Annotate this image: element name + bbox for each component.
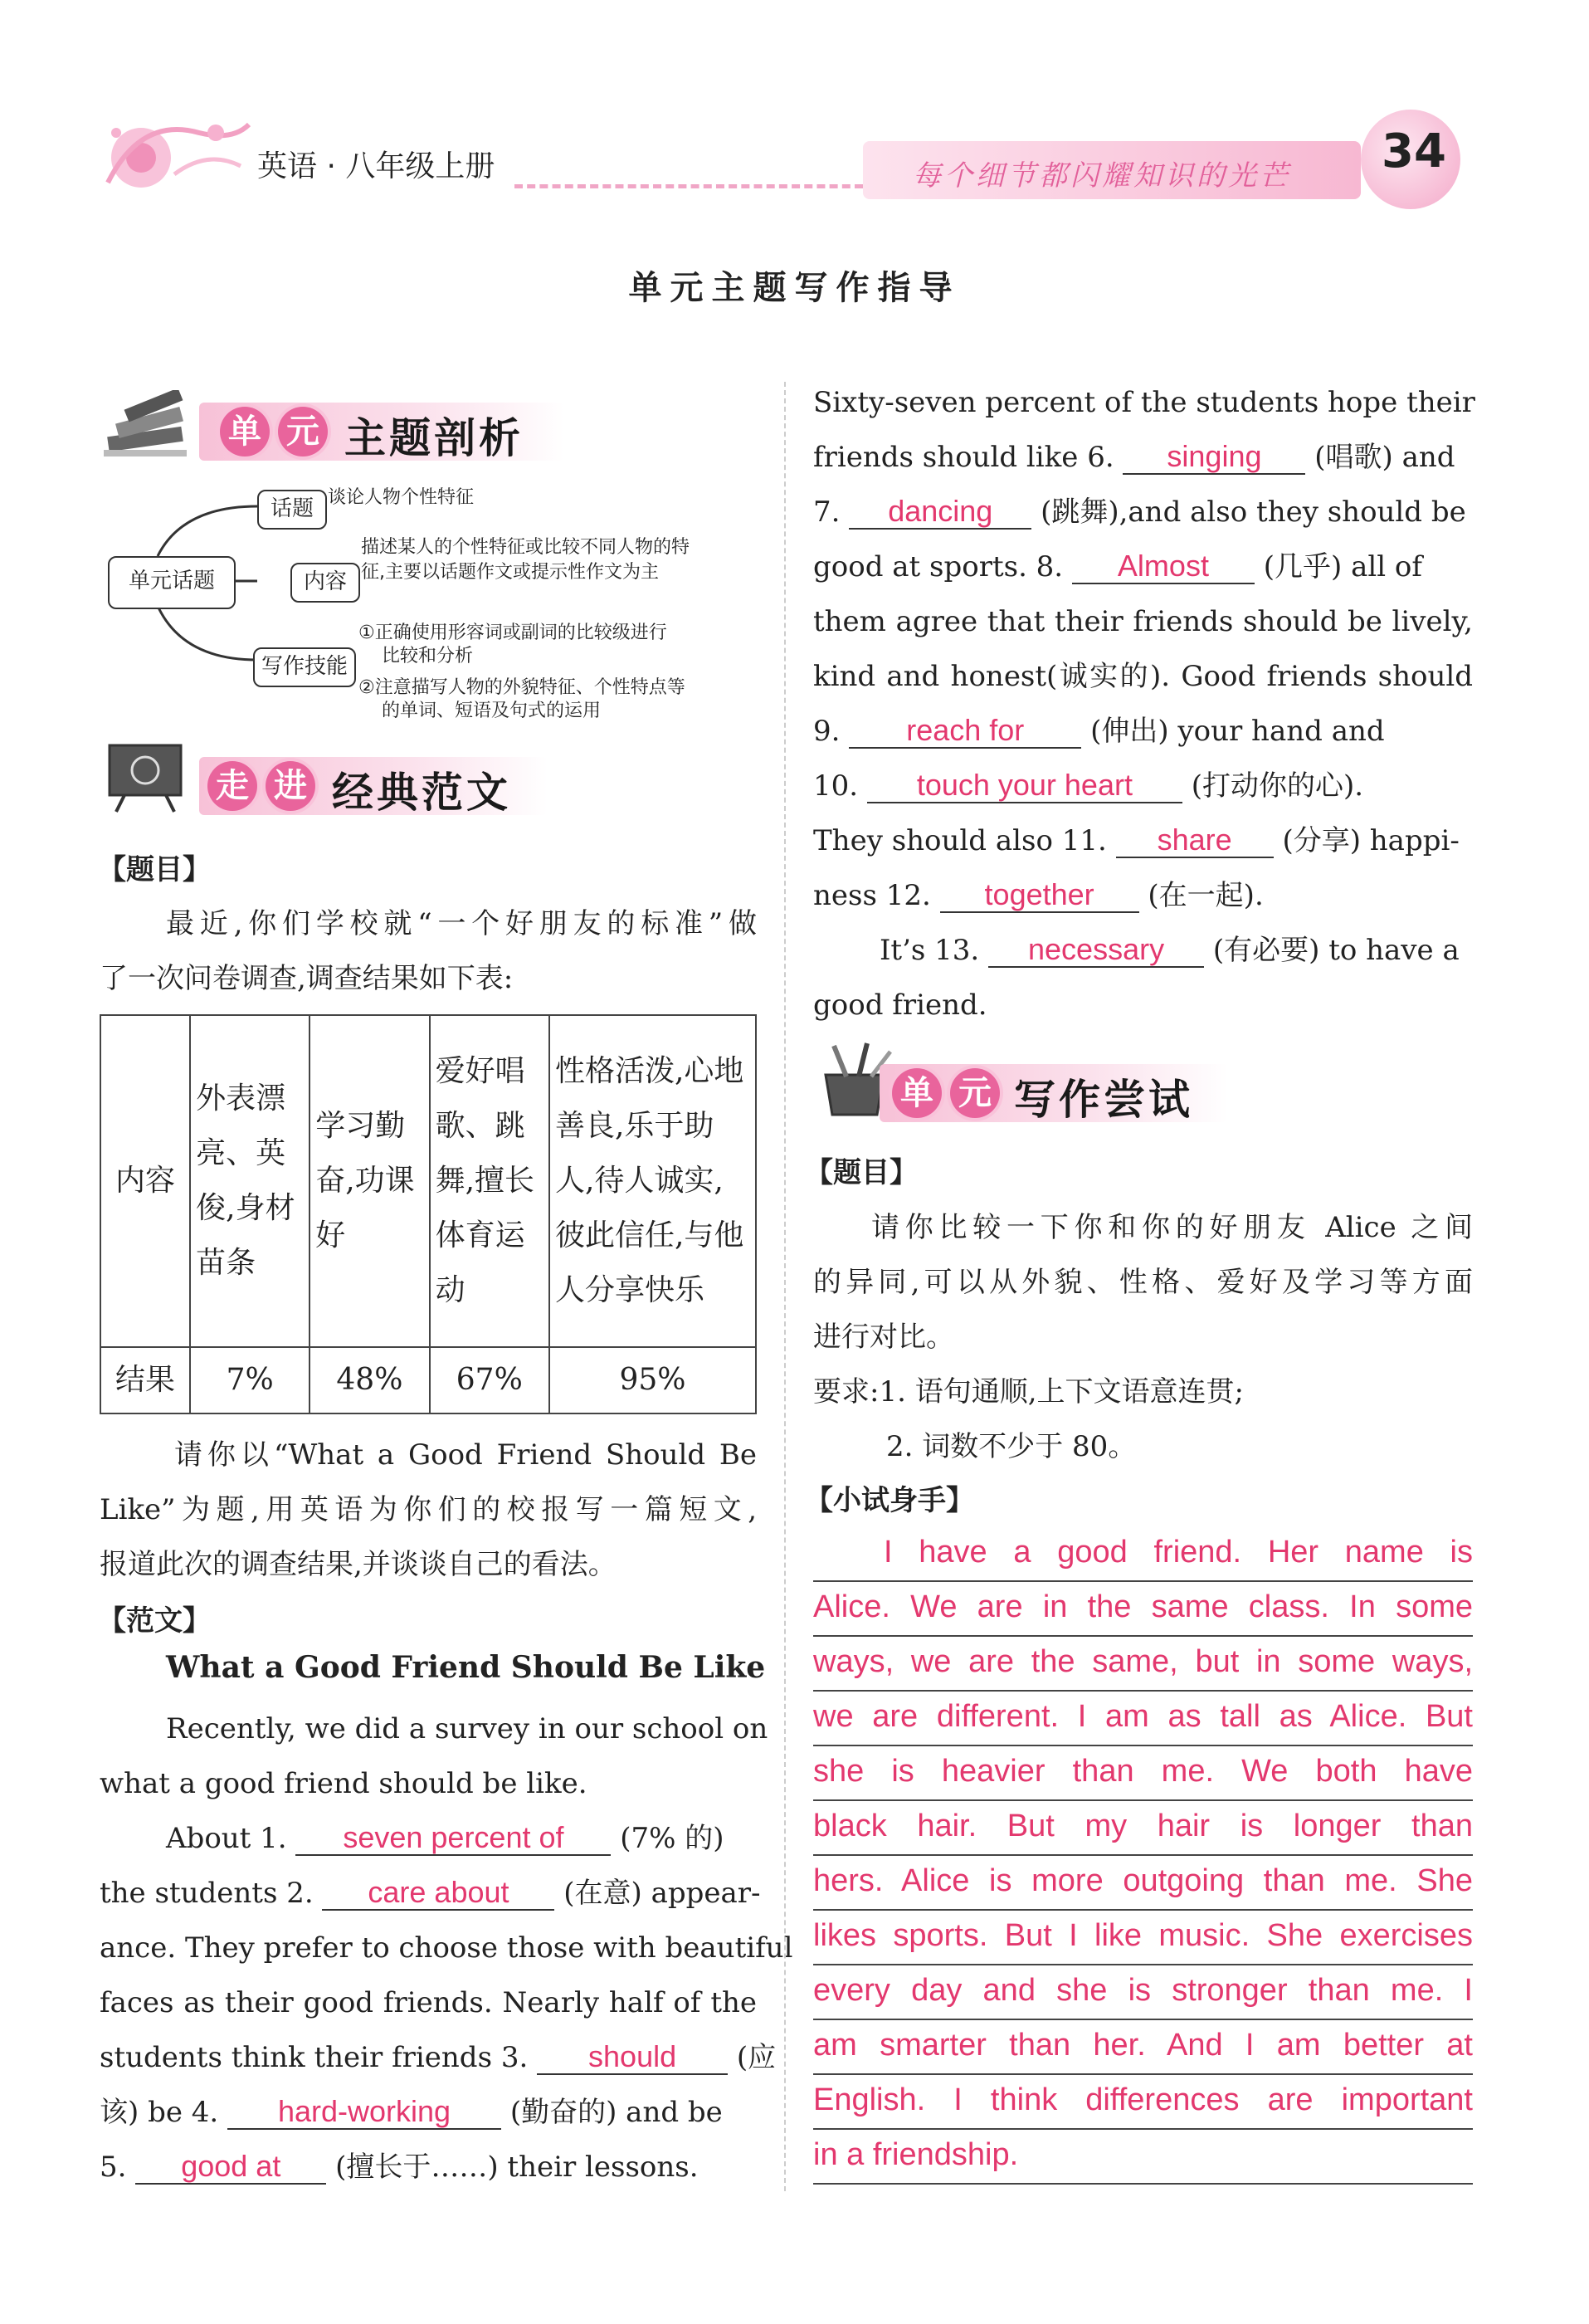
- answer-blank-10: touch your heart: [867, 769, 1182, 803]
- essay-line: them agree that their friends should be lively,: [813, 605, 1473, 638]
- essay-line: the students 2. care about (在意) appear-: [100, 1875, 761, 1910]
- column-divider: [784, 382, 786, 2191]
- page-number: 34: [1382, 124, 1446, 178]
- section-char-2: 元: [278, 407, 328, 456]
- mindmap-topic-box: 话题: [257, 490, 327, 530]
- writing-line: Alice. We are in the same class. In some: [813, 1580, 1473, 1637]
- try-line-3: 进行对比。: [813, 1321, 954, 1354]
- answer-blank-1: seven percent of: [295, 1821, 611, 1856]
- books-icon: [100, 390, 191, 465]
- essay-line: good at sports. 8. Almost (几乎) all of: [813, 549, 1422, 583]
- mindmap-content-text-1: 描述某人的个性特征或比较不同人物的特: [361, 537, 690, 558]
- header-divider: [514, 184, 863, 188]
- essay-line: About 1. seven percent of (7% 的): [166, 1820, 724, 1855]
- mindmap-skill-text-3: ②注意描写人物的外貌特征、个性特点等: [358, 677, 685, 698]
- section-char-2: 进: [266, 761, 315, 811]
- model-heading: 【范文】: [98, 1604, 211, 1638]
- answer-blank-5: good at: [135, 2150, 326, 2185]
- writing-line: every day and she is stronger than me. I: [813, 1964, 1473, 2020]
- section-char-2: 元: [950, 1068, 1000, 1118]
- essay-line: 7. dancing (跳舞),and also they should be: [813, 494, 1466, 529]
- writing-line: she is heavier than me. We both have: [813, 1745, 1473, 1801]
- task-line-2: Like”为题,用英语为你们的校报写一篇短文,: [100, 1493, 757, 1526]
- survey-row-label: 结果: [100, 1347, 190, 1413]
- essay-title: What a Good Friend Should Be Like: [166, 1650, 766, 1685]
- mindmap-content-box: 内容: [290, 563, 360, 603]
- requirement-line-2: 2. 词数不少于 80。: [886, 1430, 1137, 1463]
- essay-line: students think their friends 3. should (应: [100, 2039, 777, 2074]
- task-line-3: 报道此次的调查结果,并谈谈自己的看法。: [100, 1548, 617, 1581]
- survey-cell: 学习勤奋,功课好: [310, 1015, 429, 1347]
- answer-blank-8: Almost: [1072, 549, 1255, 584]
- survey-result: 67%: [430, 1347, 549, 1413]
- section-title-model: 经典范文: [332, 769, 511, 817]
- answer-blank-9: reach for: [849, 714, 1081, 749]
- writing-line: black hair. But my hair is longer than: [813, 1799, 1473, 1856]
- survey-row-result: [100, 1347, 756, 1413]
- writing-line: I have a good friend. Her name is: [813, 1526, 1473, 1582]
- try-line-1: 请你比较一下你和你的好朋友 Alice 之间: [871, 1211, 1473, 1244]
- essay-line: They should also 11. share (分享) happi-: [813, 823, 1460, 857]
- survey-cell: 爱好唱歌、跳舞,擅长体育运动: [430, 1015, 549, 1347]
- writing-line: hers. Alice is more outgoing than me. She: [813, 1854, 1473, 1911]
- answer-blank-12: together: [940, 878, 1139, 913]
- mindmap-skill-text-2: 比较和分析: [382, 646, 474, 666]
- survey-row-content: [100, 1015, 756, 1347]
- mindmap-content-text-2: 征,主要以话题作文或提示性作文为主: [361, 562, 659, 583]
- essay-line: 该) be 4. hard-working (勤奋的) and be: [100, 2094, 723, 2129]
- survey-cell: 外表漂亮、英俊,身材苗条: [190, 1015, 310, 1347]
- writing-line: likes sports. But I like music. She exercises: [813, 1909, 1473, 1965]
- book-title: 英语 · 八年级上册: [257, 149, 495, 183]
- writing-line: English. I think differences are important: [813, 2073, 1473, 2130]
- answer-blank-3: should: [537, 2040, 728, 2075]
- essay-line: Recently, we did a survey in our school on: [166, 1712, 768, 1745]
- essay-line: friends should like 6. singing (唱歌) and: [813, 439, 1455, 474]
- topic-line-2: 了一次问卷调查,调查结果如下表:: [100, 962, 514, 995]
- essay-line: faces as their good friends. Nearly half of the: [100, 1986, 757, 2019]
- survey-result: 7%: [190, 1347, 310, 1413]
- section-title-try: 写作尝试: [1014, 1076, 1193, 1124]
- mindmap-skill-text-1: ①正确使用形容词或副词的比较级进行: [358, 622, 667, 643]
- survey-result: 95%: [549, 1347, 756, 1413]
- essay-line: what a good friend should be like.: [100, 1767, 587, 1800]
- survey-row-label: 内容: [100, 1015, 190, 1347]
- essay-line: 9. reach for (伸出) your hand and: [813, 713, 1385, 748]
- essay-line: good friend.: [813, 989, 987, 1022]
- mindmap-skill-box: 写作技能: [253, 647, 356, 687]
- answer-blank-11: share: [1116, 823, 1274, 858]
- blackboard-icon: [100, 739, 191, 813]
- writing-line: in a friendship.: [813, 2128, 1473, 2185]
- section-char-1: 走: [207, 761, 257, 811]
- essay-line: 10. touch your heart (打动你的心).: [813, 768, 1364, 803]
- essay-line: kind and honest(诚实的). Good friends should: [813, 660, 1473, 693]
- page-title: 单元主题写作指导: [628, 268, 961, 307]
- essay-line: Sixty-seven percent of the students hope their: [813, 386, 1475, 419]
- section-char-1: 单: [892, 1068, 942, 1118]
- task-line-1: 请你以“What a Good Friend Should Be: [174, 1438, 757, 1472]
- section-title-analysis: 主题剖析: [344, 414, 524, 462]
- essay-line: ance. They prefer to choose those with beautiful: [100, 1931, 793, 1965]
- answer-blank-7: dancing: [849, 495, 1031, 530]
- essay-line: ness 12. together (在一起).: [813, 877, 1264, 912]
- answer-blank-6: singing: [1123, 440, 1305, 475]
- try-topic-heading: 【题目】: [805, 1156, 918, 1189]
- survey-cell: 性格活泼,心地善良,乐于助人,待人诚实,彼此信任,与他人分享快乐: [549, 1015, 756, 1347]
- topic-line-1: 最近,你们学校就“一个好朋友的标准”做: [166, 907, 757, 940]
- essay-line: 5. good at (擅长于……) their lessons.: [100, 2149, 699, 2184]
- practice-heading: 【小试身手】: [805, 1484, 974, 1517]
- mindmap-topic-text: 谈论人物个性特征: [328, 487, 475, 508]
- requirement-line-1: 要求:1. 语句通顺,上下文语意连贯;: [813, 1375, 1244, 1409]
- answer-blank-2: care about: [322, 1876, 554, 1911]
- writing-line: we are different. I am as tall as Alice. But: [813, 1690, 1473, 1746]
- survey-table: [100, 1014, 757, 1414]
- section-char-1: 单: [220, 407, 270, 456]
- mindmap-root: 单元话题: [108, 556, 236, 609]
- mindmap-skill-text-4: 的单词、短语及句式的运用: [382, 701, 602, 721]
- writing-line: am smarter than her. And I am better at: [813, 2019, 1473, 2075]
- try-line-2: 的异同,可以从外貌、性格、爱好及学习等方面: [813, 1266, 1473, 1299]
- essay-line: It’s 13. necessary (有必要) to have a: [880, 932, 1460, 967]
- floral-ornament-icon: [91, 100, 257, 208]
- topic-heading: 【题目】: [98, 853, 211, 886]
- answer-blank-13: necessary: [988, 933, 1204, 968]
- survey-result: 48%: [310, 1347, 429, 1413]
- slogan-text: 每个细节都闪耀知识的光芒: [913, 159, 1291, 193]
- answer-blank-4: hard-working: [227, 2095, 501, 2130]
- writing-line: ways, we are the same, but in some ways,: [813, 1635, 1473, 1692]
